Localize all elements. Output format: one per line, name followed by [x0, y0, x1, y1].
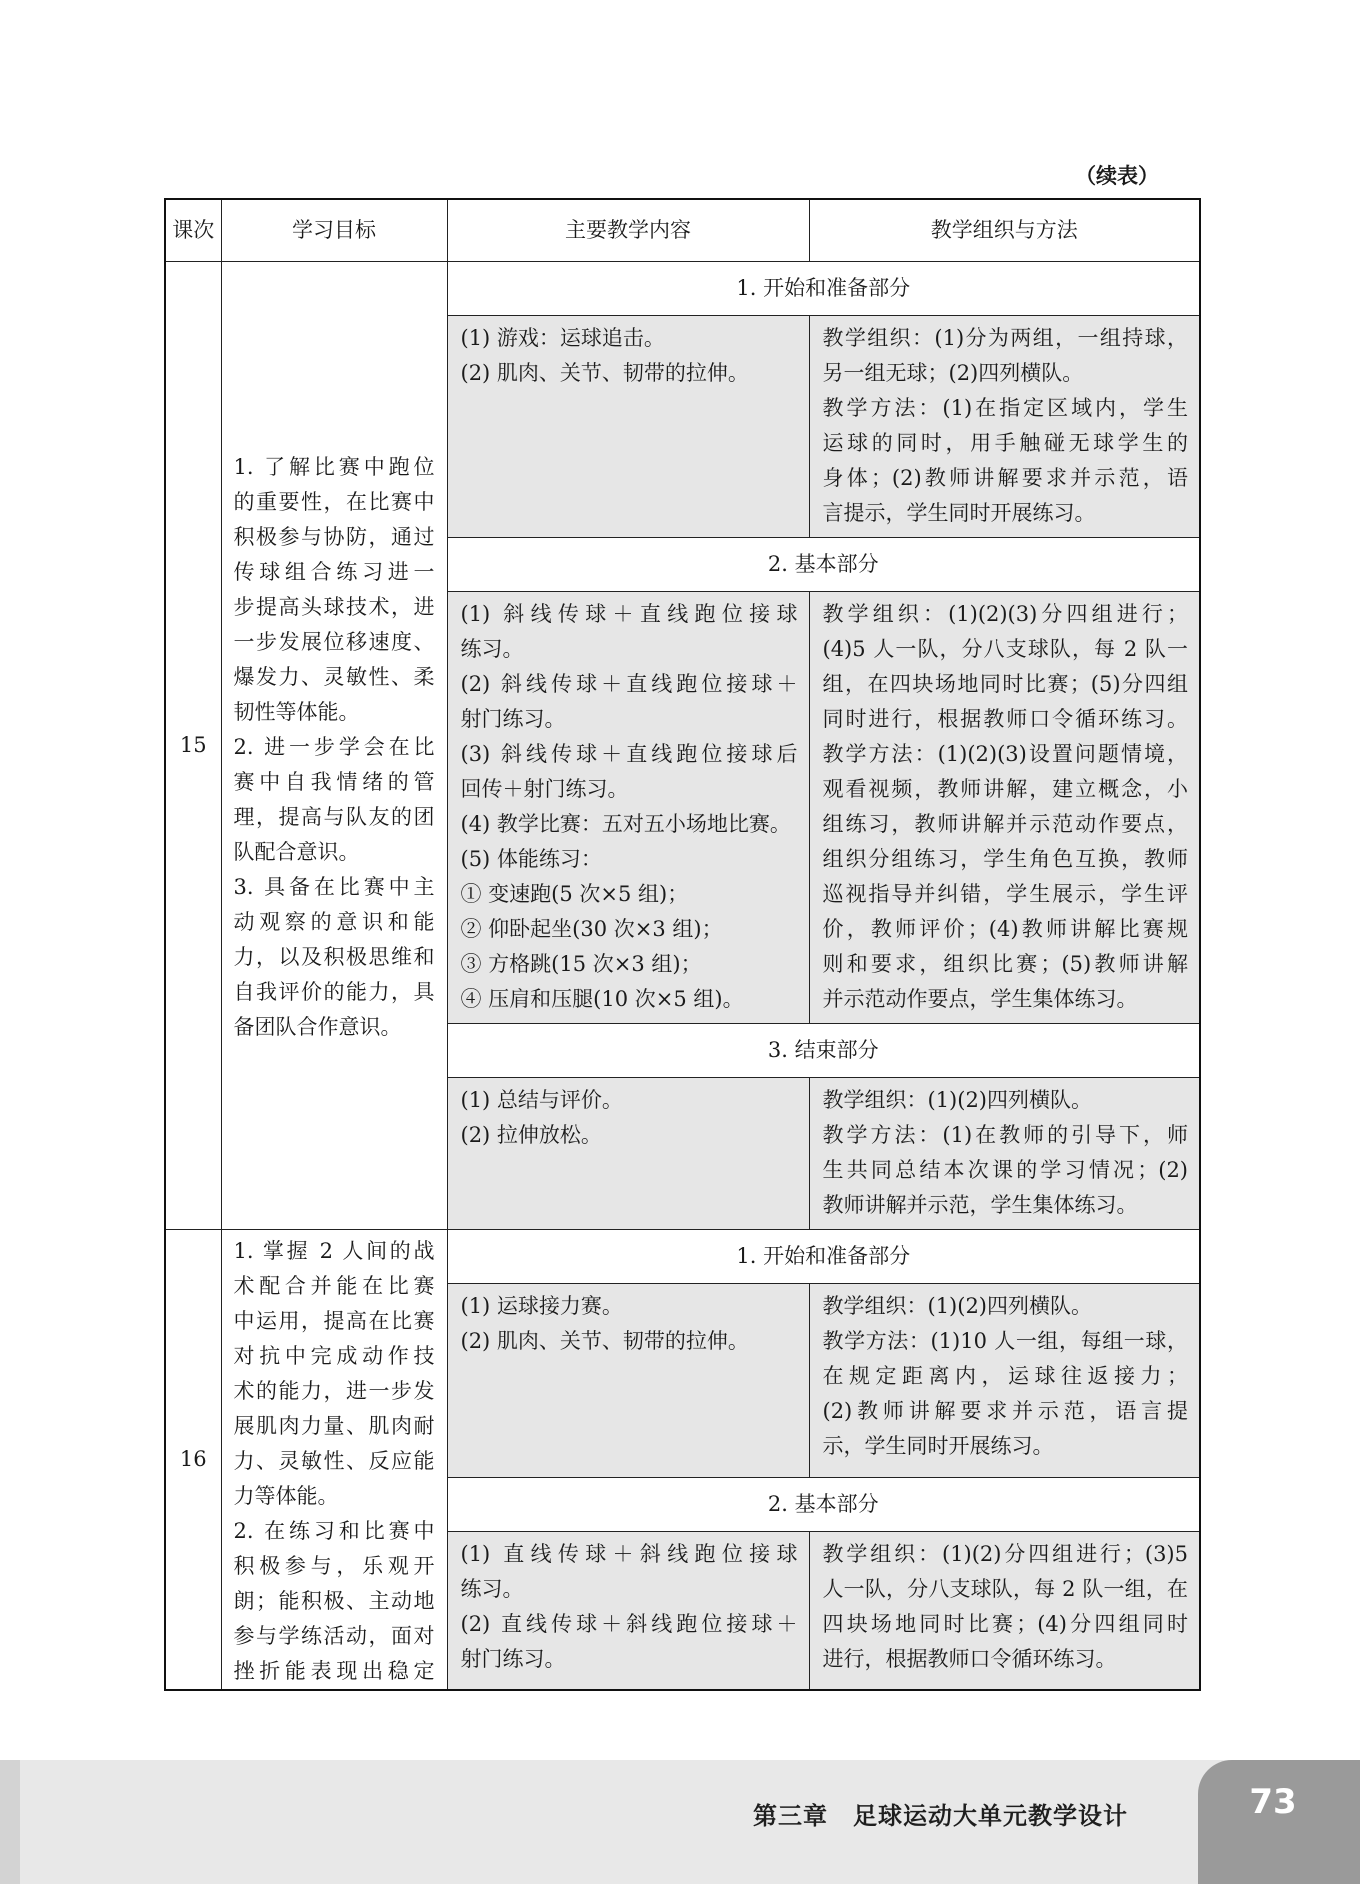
section-method [809, 591, 1200, 1023]
method-line: 教师讲解并示范，学生集体练习。 [822, 1192, 1138, 1217]
method-line: 组织分组练习，学生角色互换，教师 [822, 846, 1188, 871]
goal-line: 积极参与，乐观开 [233, 1553, 435, 1578]
goal-line: 中运用，提高在比赛 [233, 1308, 435, 1333]
goal-line: 一步发展位移速度、 [233, 629, 435, 654]
method-line: 教学组织：(1)(2)分四组进行；(3)5 [822, 1541, 1188, 1566]
goal-line: 术配合并能在比赛 [233, 1273, 435, 1298]
content-line: (5) 体能练习： [460, 846, 602, 871]
continued-label: （续表） [1075, 164, 1159, 188]
goal-line: 力等体能。 [233, 1483, 339, 1508]
goal-line: 1. 掌握 2 人间的战 [233, 1238, 435, 1263]
method-line: 价，教师评价；(4)教师讲解比赛规 [822, 916, 1188, 941]
lesson-plan-table [164, 198, 1201, 1691]
lesson16-number: 16 [165, 1229, 221, 1690]
content-line: (2) 斜线传球＋直线跑位接球＋ [460, 671, 798, 696]
method-line: 生共同总结本次课的学习情况；(2) [822, 1157, 1188, 1182]
page-footer [0, 1760, 1360, 1884]
lesson15-section1-title-row [165, 261, 1200, 315]
goal-line: 队配合意识。 [233, 839, 360, 864]
goal-line: 步提高头球技术，进 [233, 594, 435, 619]
section-content [447, 1283, 809, 1477]
content-line: (1) 游戏：运球追击。 [460, 325, 665, 350]
section-content [447, 315, 809, 537]
section-method [809, 1283, 1200, 1477]
content-line: (2) 拉伸放松。 [460, 1122, 602, 1147]
content-line: 练习。 [460, 1576, 524, 1601]
method-line: 示，学生同时开展练习。 [822, 1433, 1054, 1458]
lesson16-section1-title-row [165, 1229, 1200, 1283]
method-line: 组，在四块场地同时比赛；(5)分四组 [822, 671, 1188, 696]
goal-line: 传球组合练习进一 [233, 559, 435, 584]
goal-line: 挫折能表现出稳定 [233, 1658, 435, 1683]
goal-line: 的重要性，在比赛中 [233, 489, 435, 514]
method-line: 运球的同时，用手触碰无球学生的 [822, 430, 1188, 455]
section-method [809, 315, 1200, 537]
goal-line: 2. 在练习和比赛中 [233, 1518, 435, 1543]
method-line: 同时进行，根据教师口令循环练习。 [822, 706, 1188, 731]
content-line: 回传＋射门练习。 [460, 776, 629, 801]
content-line: ③ 方格跳(15 次×3 组)； [460, 951, 702, 976]
goal-line: 1. 了解比赛中跑位 [233, 454, 435, 479]
content-line: (3) 斜线传球＋直线跑位接球后 [460, 741, 798, 766]
method-line: 教学组织：(1)(2)四列横队。 [822, 1087, 1092, 1112]
method-line: 在规定距离内，运球往返接力； [822, 1363, 1188, 1388]
section-title: 2. 基本部分 [447, 1477, 1200, 1531]
content-line: (1) 直线传球＋斜线跑位接球 [460, 1541, 798, 1566]
section-method [809, 1531, 1200, 1689]
goal-line: 爆发力、灵敏性、柔 [233, 664, 435, 689]
goal-line: 2. 进一步学会在比 [233, 734, 435, 759]
header-content: 主要教学内容 [447, 199, 809, 261]
page-number-tab [1198, 1760, 1360, 1884]
goal-line: 韧性等体能。 [233, 699, 360, 724]
header-goals: 学习目标 [221, 199, 447, 261]
section-content [447, 591, 809, 1023]
goal-line: 展肌肉力量、肌肉耐 [233, 1413, 435, 1438]
method-line: 教学方法：(1)在教师的引导下，师 [822, 1122, 1188, 1147]
goal-line: 力，以及积极思维和 [233, 944, 435, 969]
content-line: 射门练习。 [460, 1646, 566, 1671]
method-line: 另一组无球；(2)四列横队。 [822, 360, 1084, 385]
method-line: 教学方法：(1)10 人一组，每组一球， [822, 1328, 1188, 1353]
content-line: (2) 肌肉、关节、韧带的拉伸。 [460, 360, 749, 385]
section-title: 1. 开始和准备部分 [447, 261, 1200, 315]
chapter-title: 第三章 足球运动大单元教学设计 [753, 1802, 1128, 1830]
goal-line: 动观察的意识和能 [233, 909, 435, 934]
method-line: 观看视频，教师讲解，建立概念，小 [822, 776, 1188, 801]
page-number: 73 [1249, 1782, 1297, 1822]
method-line: (2)教师讲解要求并示范，语言提 [822, 1398, 1188, 1423]
content-line: (1) 总结与评价。 [460, 1087, 623, 1112]
section-title: 3. 结束部分 [447, 1023, 1200, 1077]
section-title: 2. 基本部分 [447, 537, 1200, 591]
lesson15-goals [221, 261, 447, 1229]
content-line: 射门练习。 [460, 706, 566, 731]
header-lesson: 课次 [165, 199, 221, 261]
content-line: ② 仰卧起坐(30 次×3 组)； [460, 916, 723, 941]
method-line: 则和要求，组织比赛；(5)教师讲解 [822, 951, 1188, 976]
content-line: 练习。 [460, 636, 524, 661]
goal-line: 理，提高与队友的团 [233, 804, 435, 829]
goal-line: 朗；能积极、主动地 [233, 1588, 435, 1613]
method-line: 教学组织：(1)分为两组，一组持球， [822, 325, 1188, 350]
goal-line: 备团队合作意识。 [233, 1014, 402, 1039]
method-line: 组练习，教师讲解并示范动作要点， [822, 811, 1188, 836]
content-line: (2) 直线传球＋斜线跑位接球＋ [460, 1611, 798, 1636]
method-line: 身体；(2)教师讲解要求并示范，语 [822, 465, 1188, 490]
content-line: (2) 肌肉、关节、韧带的拉伸。 [460, 1328, 749, 1353]
footer-edge-strip [0, 1760, 20, 1884]
goal-line: 力、灵敏性、反应能 [233, 1448, 435, 1473]
header-method: 教学组织与方法 [809, 199, 1200, 261]
content-line: (1) 运球接力赛。 [460, 1293, 623, 1318]
goal-line: 术的能力，进一步发 [233, 1378, 435, 1403]
method-line: 教学方法：(1)(2)(3)设置问题情境， [822, 741, 1188, 766]
method-line: 教学方法：(1)在指定区域内，学生 [822, 395, 1188, 420]
content-line: (4) 教学比赛：五对五小场地比赛。 [460, 811, 791, 836]
content-line: ④ 压肩和压腿(10 次×5 组)。 [460, 986, 744, 1011]
content-line: (1) 斜线传球＋直线跑位接球 [460, 601, 798, 626]
goal-line: 3. 具备在比赛中主 [233, 874, 435, 899]
lesson15-number: 15 [165, 261, 221, 1229]
goal-line: 自我评价的能力，具 [233, 979, 435, 1004]
method-line: 言提示，学生同时开展练习。 [822, 500, 1096, 525]
goal-line: 参与学练活动，面对 [233, 1623, 435, 1648]
lesson16-goals [221, 1229, 447, 1690]
section-method [809, 1077, 1200, 1229]
method-line: 教学组织：(1)(2)四列横队。 [822, 1293, 1092, 1318]
method-line: 人一队，分八支球队，每 2 队一组，在 [822, 1576, 1188, 1601]
content-line: ① 变速跑(5 次×5 组)； [460, 881, 689, 906]
header-row [165, 199, 1200, 261]
goal-line: 赛中自我情绪的管 [233, 769, 435, 794]
method-line: (4)5 人一队，分八支球队，每 2 队一 [822, 636, 1188, 661]
goal-line: 对抗中完成动作技 [233, 1343, 435, 1368]
method-line: 教学组织：(1)(2)(3)分四组进行； [822, 601, 1188, 626]
method-line: 进行，根据教师口令循环练习。 [822, 1646, 1117, 1671]
method-line: 四块场地同时比赛；(4)分四组同时 [822, 1611, 1188, 1636]
method-line: 巡视指导并纠错，学生展示，学生评 [822, 881, 1188, 906]
section-content [447, 1531, 809, 1689]
section-title: 1. 开始和准备部分 [447, 1229, 1200, 1283]
method-line: 并示范动作要点，学生集体练习。 [822, 986, 1138, 1011]
section-content [447, 1077, 809, 1229]
goal-line: 积极参与协防，通过 [233, 524, 435, 549]
